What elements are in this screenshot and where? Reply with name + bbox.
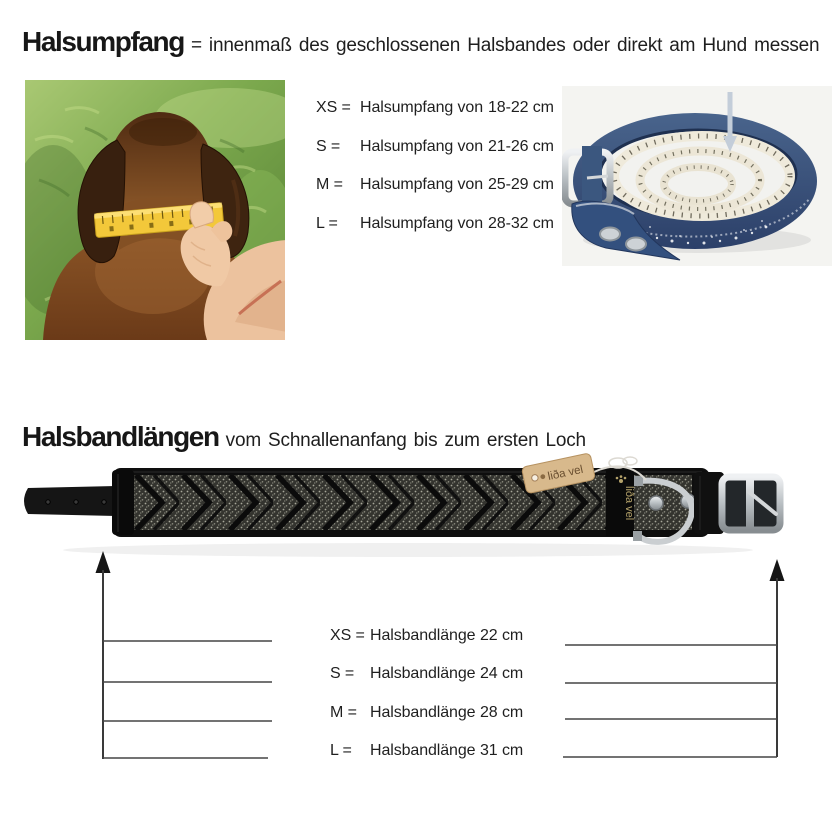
size-label: M = <box>330 703 357 721</box>
keeper-loop <box>112 470 134 535</box>
measure-label: Halsbandlänge <box>370 742 476 760</box>
buckle <box>694 472 780 534</box>
circumference-subtitle: = innenmaß des geschlossenen Halsbandes oder direkt am Hund messen <box>190 35 820 56</box>
circumference-size-list <box>316 99 554 254</box>
measure-label: Halsbandlänge <box>370 627 476 644</box>
size-label: XS = <box>330 627 365 644</box>
collar-inner-measure-photo <box>562 86 832 266</box>
flat-collar-photo <box>18 448 793 563</box>
measure-value: 25-29 cm <box>488 176 554 194</box>
measure-label: Halsumpfang von <box>360 176 484 194</box>
tag-brand-text: liða vel <box>546 463 585 483</box>
up-arrow-icon-right <box>770 559 785 757</box>
measure-label: Halsbandlänge <box>370 703 476 721</box>
size-row-m <box>330 704 523 742</box>
measure-value: 21-26 cm <box>488 137 554 155</box>
measure-label: Halsumpfang von <box>360 137 484 155</box>
size-label: M = <box>316 176 343 194</box>
size-label: L = <box>316 215 338 233</box>
measure-value: 22 cm <box>480 627 524 644</box>
size-label: L = <box>330 742 352 760</box>
size-row-l <box>316 215 554 254</box>
size-row-xs <box>330 627 523 665</box>
brand-ribbon <box>606 470 635 536</box>
length-size-list <box>330 627 523 781</box>
size-row-xs <box>316 99 554 138</box>
size-label: XS = <box>316 99 351 116</box>
measure-label: Halsbandlänge <box>370 665 476 683</box>
measure-label: Halsumpfang von <box>360 215 484 233</box>
size-row-s <box>330 665 523 703</box>
measure-value: 28 cm <box>480 703 524 721</box>
ribbon-brand-text: liða vel <box>623 486 635 521</box>
length-lines-right <box>563 645 777 757</box>
size-label: S = <box>316 137 341 155</box>
measure-value: 31 cm <box>480 742 524 760</box>
length-title: Halsbandlängen <box>22 421 219 452</box>
circumference-title: Halsumpfang <box>22 26 184 57</box>
size-row-m <box>316 176 554 215</box>
circumference-heading <box>22 26 819 58</box>
measure-value: 24 cm <box>480 665 524 683</box>
length-lines-left <box>103 641 272 758</box>
size-row-l <box>330 742 523 780</box>
size-label: S = <box>330 665 355 683</box>
measure-value: 18-22 cm <box>488 99 554 116</box>
measure-value: 28-32 cm <box>488 215 554 233</box>
strap-tail <box>24 486 116 516</box>
up-arrow-icon-left <box>96 551 111 759</box>
length-subtitle: vom Schnallenanfang bis zum ersten Loch <box>225 430 586 451</box>
size-row-s <box>316 138 554 177</box>
measure-label: Halsumpfang von <box>360 99 484 116</box>
dog-measuring-photo <box>25 80 285 340</box>
